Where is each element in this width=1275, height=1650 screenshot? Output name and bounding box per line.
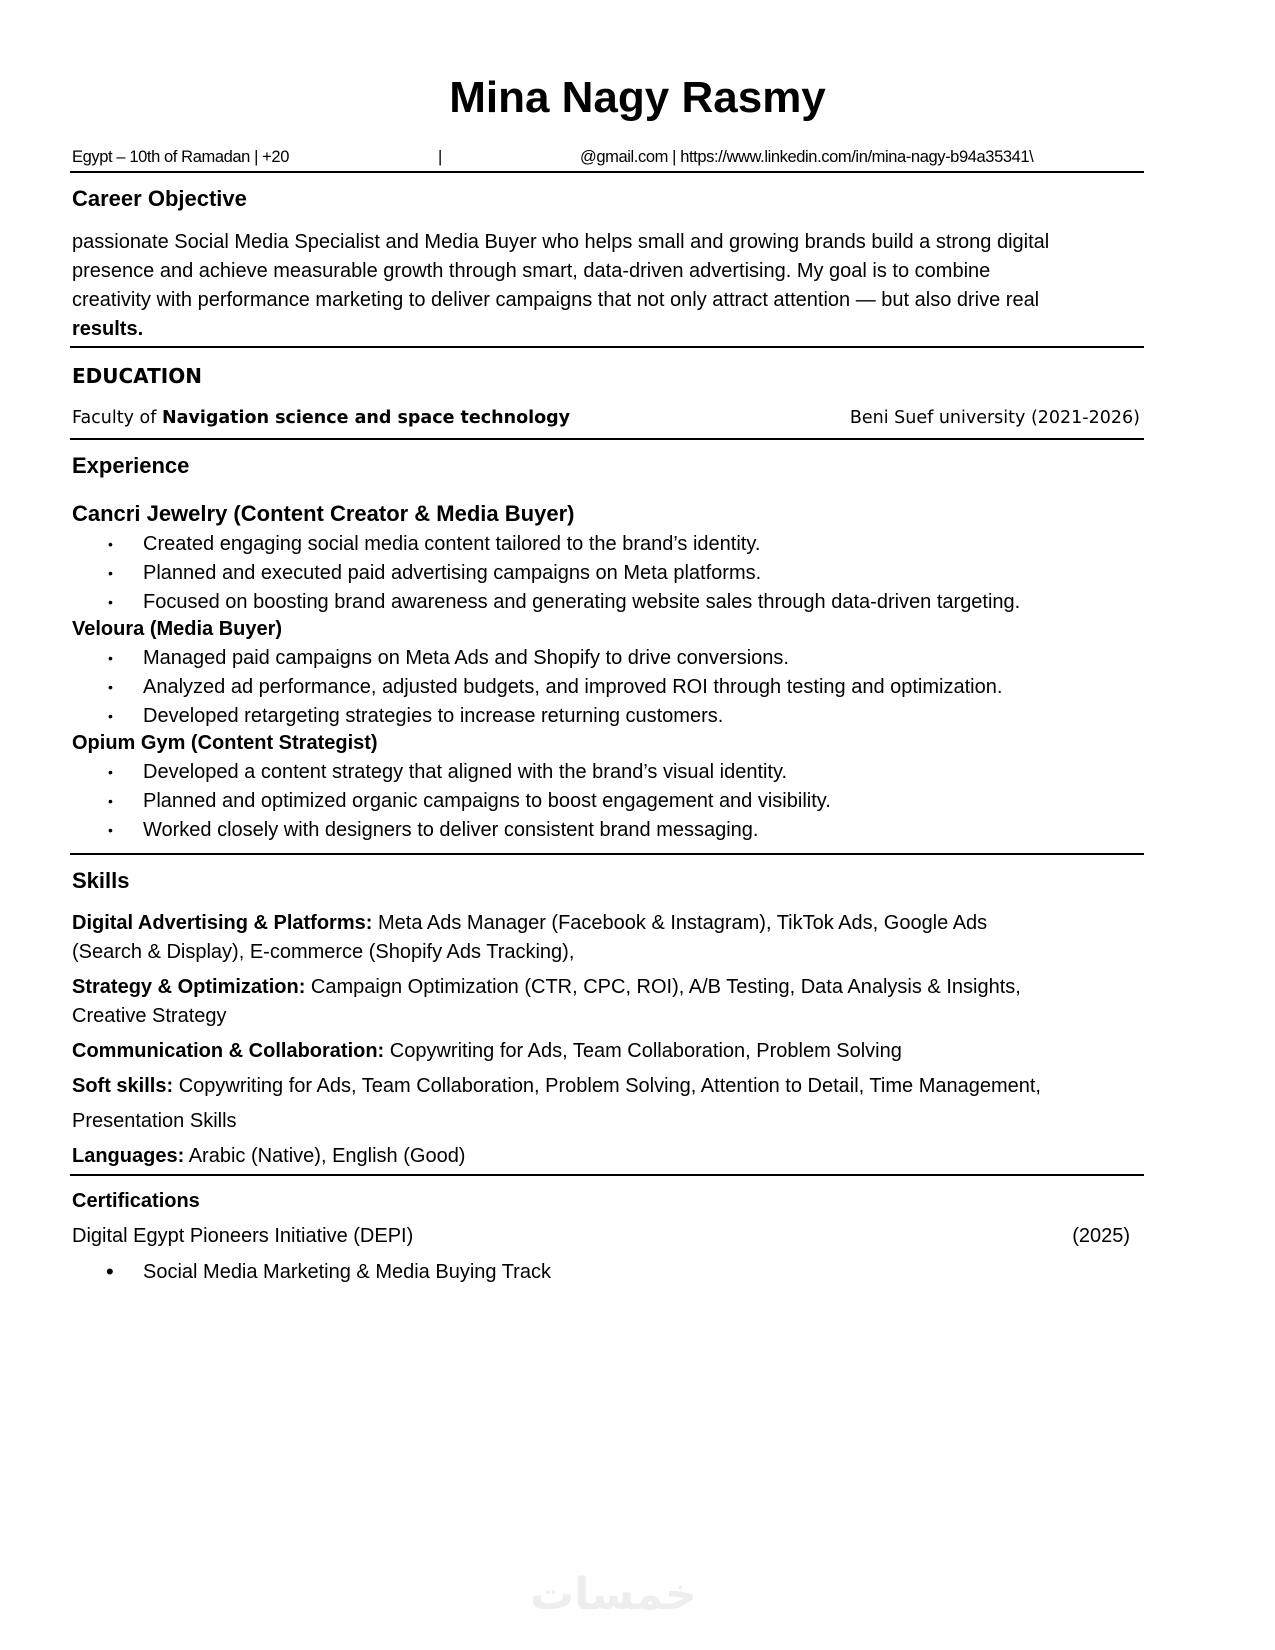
job-bullet: Planned and optimized organic campaigns to boost engagement and visibility. <box>143 790 831 812</box>
objective-line: results. <box>72 318 144 340</box>
job-bullet-row <box>72 533 1144 555</box>
contact-separator: | <box>438 148 442 166</box>
skill-text: Arabic (Native), English (Good) <box>184 1145 466 1167</box>
bullet-icon: • <box>106 1259 114 1284</box>
certification-row <box>72 1225 1130 1247</box>
certification-track: Social Media Marketing & Media Buying Track <box>143 1261 551 1283</box>
skill-text: Copywriting for Ads, Team Collaboration, Problem Solving, Attention to Detail, Time Management, <box>173 1075 1041 1097</box>
certification-bullets <box>72 1254 1144 1283</box>
skill-line-continued: (Search & Display), E-commerce (Shopify Ads Tracking), <box>72 941 575 963</box>
job-bullet-row <box>72 705 1144 727</box>
contact-email-linkedin[interactable]: @gmail.com | https://www.linkedin.com/in/mina-nagy-b94a35341\ <box>580 148 1034 166</box>
job-bullet: Focused on boosting brand awareness and generating website sales through data-driven targeting. <box>143 591 1021 613</box>
job-bullet: Worked closely with designers to deliver consistent brand messaging. <box>143 819 759 841</box>
bullet-icon: • <box>108 650 113 666</box>
skill-line-continued: Creative Strategy <box>72 1005 227 1027</box>
divider <box>70 853 1144 855</box>
skill-line <box>72 912 1144 934</box>
education-degree <box>72 408 570 429</box>
watermark-logo: خمسات <box>530 1569 697 1620</box>
job-bullet: Created engaging social media content tailored to the brand’s identity. <box>143 533 761 555</box>
contact-location: Egypt – 10th of Ramadan | +20 <box>72 148 289 166</box>
skill-line-continued: Presentation Skills <box>72 1110 237 1132</box>
faculty-name: Navigation science and space technology <box>161 408 571 428</box>
bullet-icon: • <box>108 764 113 780</box>
certification-name: Digital Egypt Pioneers Initiative (DEPI) <box>72 1225 414 1247</box>
objective-heading: Career Objective <box>72 186 247 211</box>
job-bullet-row <box>72 790 1144 812</box>
contact-line <box>72 147 1140 167</box>
bullet-icon: • <box>108 565 113 581</box>
education-row <box>72 408 1140 429</box>
divider <box>70 346 1144 348</box>
skills-list <box>72 912 1144 1167</box>
bullet-icon: • <box>108 793 113 809</box>
bullet-icon: • <box>108 822 113 838</box>
experience-heading: Experience <box>72 453 190 478</box>
job-bullet: Developed a content strategy that aligned with the brand’s visual identity. <box>143 761 788 783</box>
job-title: Opium Gym (Content Strategist) <box>72 732 378 754</box>
skill-line <box>72 1145 1144 1167</box>
skills-heading: Skills <box>72 868 130 893</box>
job-bullet-row <box>72 562 1144 584</box>
job-bullet: Analyzed ad performance, adjusted budgets, and improved ROI through testing and optimization. <box>143 676 1003 698</box>
job-bullet: Developed retargeting strategies to increase returning customers. <box>143 705 724 727</box>
skill-line <box>72 1075 1144 1097</box>
skill-line <box>72 1040 1144 1062</box>
skill-label: Languages: <box>72 1145 185 1167</box>
skill-label: Communication & Collaboration: <box>72 1040 385 1062</box>
job-title: Veloura (Media Buyer) <box>72 618 283 640</box>
education-heading: EDUCATION <box>72 364 202 388</box>
job-bullet: Planned and executed paid advertising campaigns on Meta platforms. <box>143 562 762 584</box>
experience-list <box>72 502 1144 841</box>
job-bullet: Managed paid campaigns on Meta Ads and Shopify to drive conversions. <box>143 647 789 669</box>
objective-line: presence and achieve measurable growth through smart, data-driven advertising. My goal is to combine <box>72 260 991 282</box>
skill-label: Strategy & Optimization: <box>72 976 306 998</box>
job-title: Cancri Jewelry (Content Creator & Media Buyer) <box>72 501 575 526</box>
job-bullet-row <box>72 761 1144 783</box>
job-bullet-row <box>72 676 1144 698</box>
education-university: Beni Suef university (2021-2026) <box>849 408 1140 428</box>
bullet-icon: • <box>108 594 113 610</box>
candidate-name: Mina Nagy Rasmy <box>449 73 826 122</box>
bullet-icon: • <box>108 708 113 724</box>
skill-label: Digital Advertising & Platforms: <box>72 912 373 934</box>
divider <box>70 1174 1144 1176</box>
skill-text: Campaign Optimization (CTR, CPC, ROI), A/B Testing, Data Analysis & Insights, <box>305 976 1021 998</box>
skill-text: Meta Ads Manager (Facebook & Instagram), TikTok Ads, Google Ads <box>372 912 988 934</box>
skill-text: Copywriting for Ads, Team Collaboration, Problem Solving <box>384 1040 902 1062</box>
job-bullet-row <box>72 819 1144 841</box>
certifications-heading: Certifications <box>72 1190 200 1212</box>
skill-line <box>72 976 1144 998</box>
objective-line: passionate Social Media Specialist and Media Buyer who helps small and growing brands build a strong digital <box>72 231 1050 253</box>
certification-year: (2025) <box>1072 1225 1130 1247</box>
objective-line: creativity with performance marketing to deliver campaigns that not only attract attention — but also drive real <box>72 289 1040 311</box>
divider <box>70 171 1144 173</box>
job-bullet-row <box>72 647 1144 669</box>
faculty-prefix: Faculty of <box>72 408 162 428</box>
bullet-icon: • <box>108 536 113 552</box>
divider <box>70 438 1144 440</box>
job-bullet-row <box>72 591 1144 613</box>
skill-label: Soft skills: <box>72 1075 174 1097</box>
bullet-icon: • <box>108 679 113 695</box>
